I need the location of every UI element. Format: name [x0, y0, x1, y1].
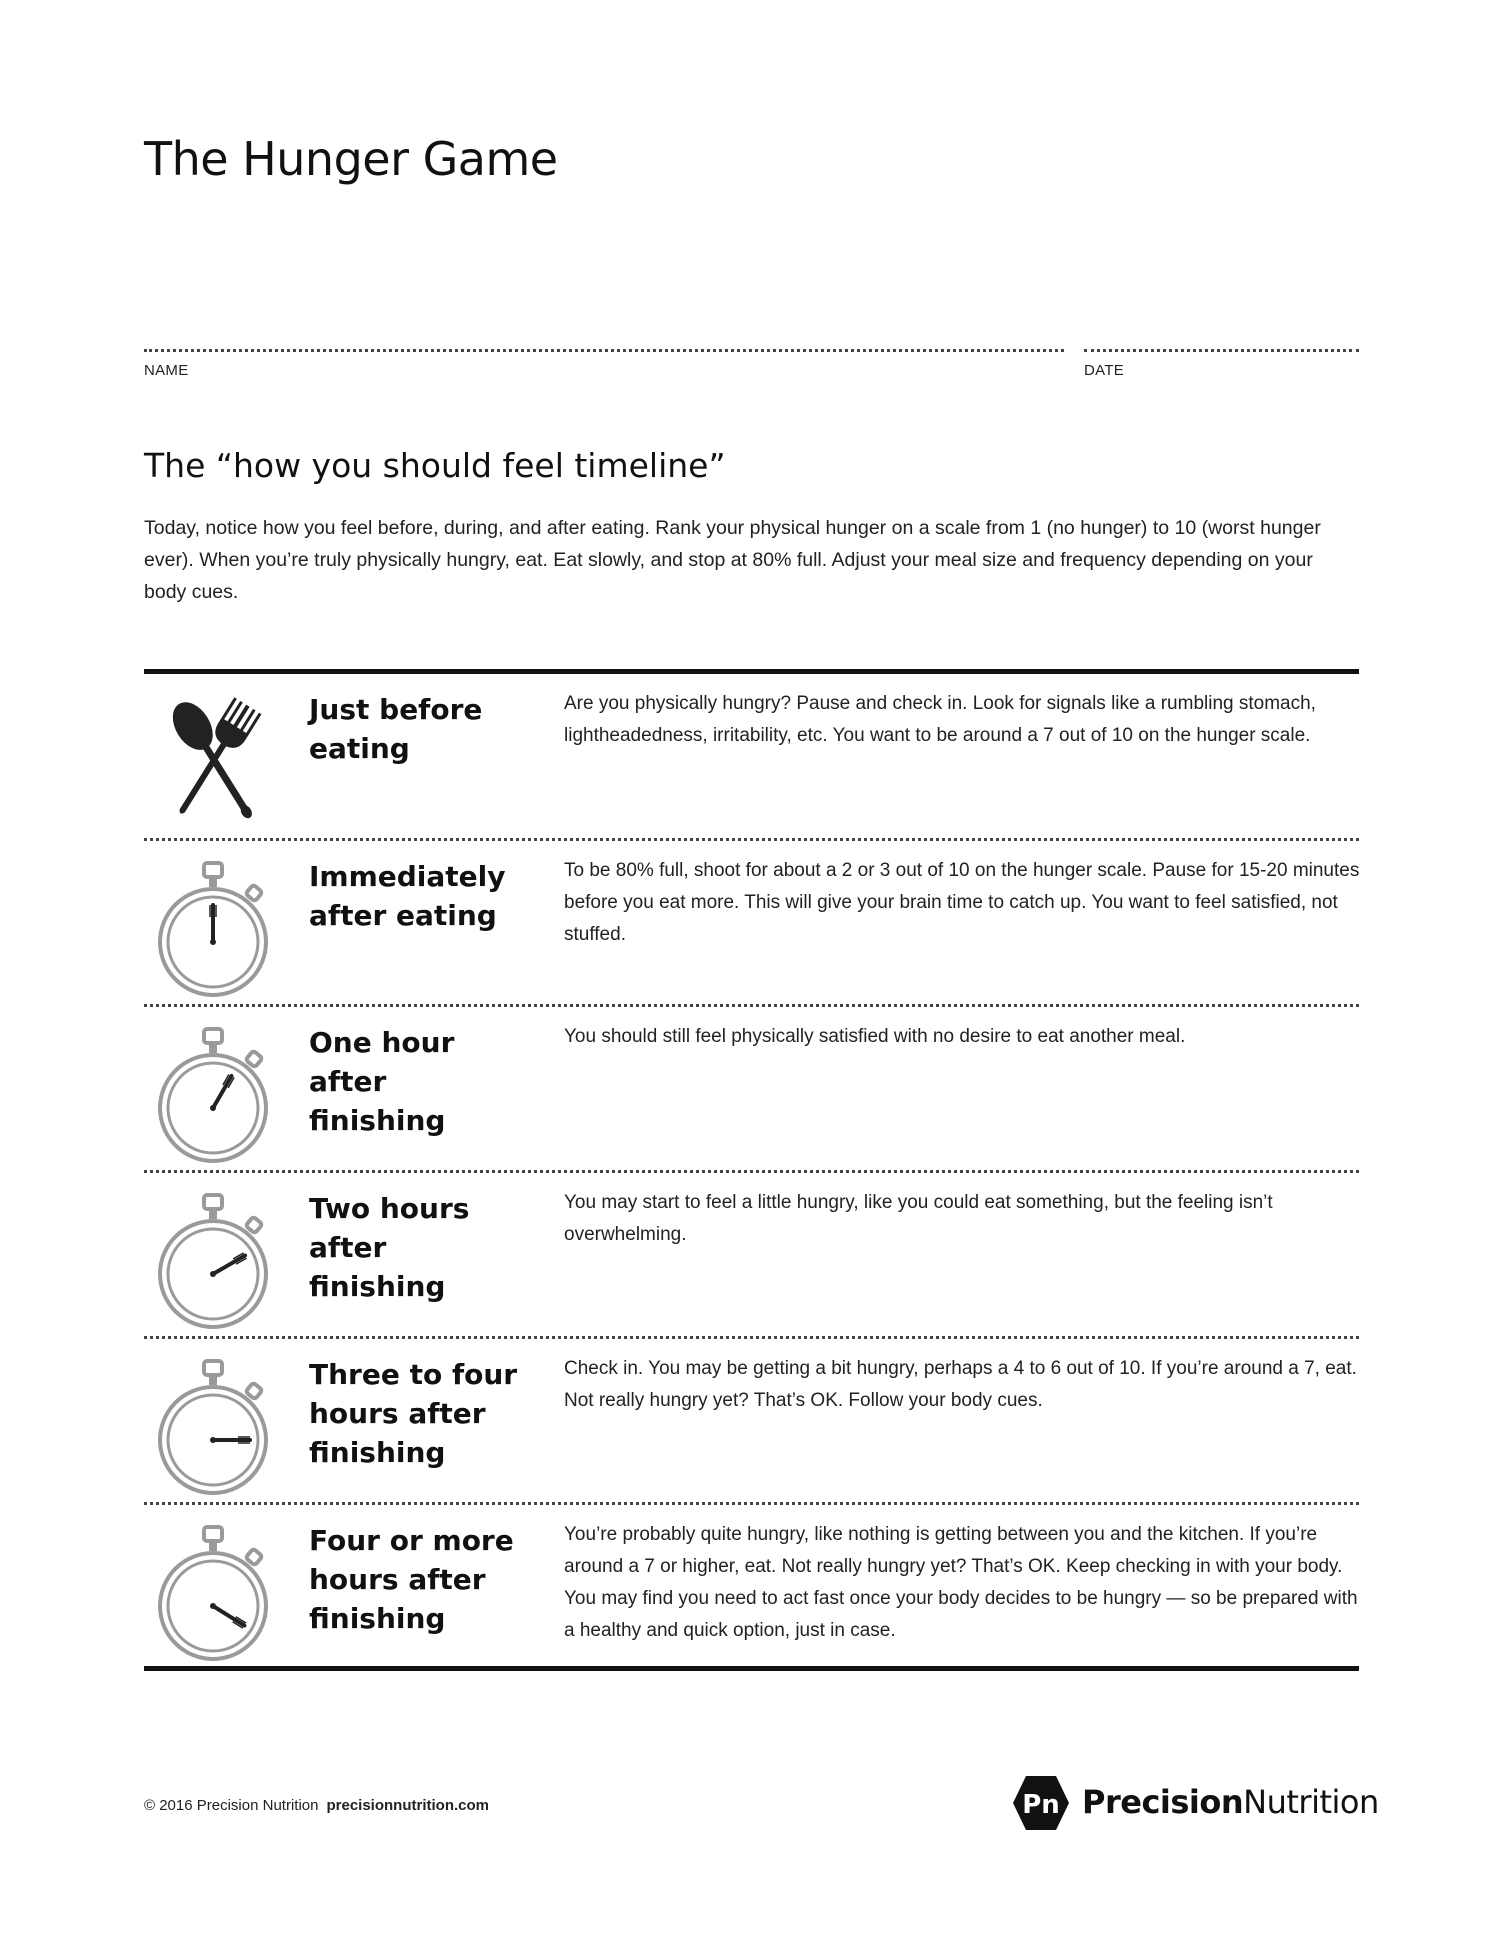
- brand-badge-text: Pn: [1022, 1790, 1060, 1820]
- row-title: Two hours after finishing: [309, 1192, 470, 1303]
- row-description: Are you physically hungry? Pause and check in. Look for signals like a rumbling stomach, lightheadedness, irritability, etc. You want to be around a 7 out of 10 on the hunger scale.: [564, 693, 1316, 746]
- row-title: Four or more hours after finishing: [309, 1524, 514, 1635]
- page-title: The Hunger Game: [144, 132, 558, 186]
- timeline-row-immediately-after-eating: [144, 838, 1359, 1004]
- brand-word-nutrition: Nutrition: [1243, 1783, 1379, 1821]
- brand-word-precision: Precision: [1082, 1783, 1244, 1821]
- date-field-label: DATE: [1084, 362, 1125, 379]
- stopwatch-icon: [154, 857, 274, 997]
- timeline-row-three-to-four-hours-after: [144, 1336, 1359, 1502]
- timeline-row-two-hours-after: [144, 1170, 1359, 1336]
- footer-copyright: [144, 1797, 489, 1814]
- brand-logo: [1012, 1774, 1379, 1834]
- row-description: You should still feel physically satisfied with no desire to eat another meal.: [564, 1026, 1186, 1047]
- section-heading: The “how you should feel timeline”: [144, 446, 726, 485]
- row-description: You may start to feel a little hungry, like you could eat something, but the feeling isn’t overwhelming.: [564, 1192, 1273, 1245]
- row-title: Just before eating: [309, 693, 483, 765]
- row-title: Three to four hours after finishing: [309, 1358, 518, 1469]
- timeline-row-one-hour-after: [144, 1004, 1359, 1170]
- stopwatch-icon: [154, 1023, 274, 1163]
- name-field-line[interactable]: [144, 349, 1064, 352]
- row-description: You’re probably quite hungry, like nothing is getting between you and the kitchen. If you’re around a 7 or higher, eat. Not really hungry yet? That’s OK. Keep checking in with your body. You may find you need to act fast once your body decides to be hungry — so be prepared with a healthy and quick option, just in case.: [564, 1524, 1358, 1641]
- intro-paragraph: Today, notice how you feel before, during, and after eating. Rank your physical hunger on a scale from 1 (no hunger) to 10 (worst hunger ever). When you’re truly physically hungry, eat. Eat slowly, and stop at 80% full. Adjust your meal size and frequency depending on your body cues.: [144, 517, 1321, 603]
- timeline-row-four-or-more-hours-after: [144, 1502, 1359, 1668]
- timeline-row-just-before-eating: [144, 674, 1359, 840]
- brand-name: [1082, 1783, 1379, 1821]
- pn-badge-icon: [1012, 1774, 1070, 1832]
- name-field-label: NAME: [144, 362, 189, 379]
- row-title: One hour after finishing: [309, 1026, 455, 1137]
- row-description: To be 80% full, shoot for about a 2 or 3 out of 10 on the hunger scale. Pause for 15-20 minutes before you eat more. This will give your brain time to catch up. You want to feel satisfied, not stuffed.: [564, 860, 1360, 945]
- row-description: Check in. You may be getting a bit hungry, perhaps a 4 to 6 out of 10. If you’re around a 7, eat. Not really hungry yet? That’s OK. Follow your body cues.: [564, 1358, 1357, 1411]
- stopwatch-icon: [154, 1189, 274, 1329]
- spoon-fork-icon: [154, 690, 274, 830]
- row-title: Immediately after eating: [309, 860, 506, 932]
- timeline-bottom-rule: [144, 1666, 1359, 1671]
- date-field-line[interactable]: [1084, 349, 1359, 352]
- footer-url-link[interactable]: precisionnutrition.com: [326, 1797, 489, 1814]
- copyright-text: © 2016 Precision Nutrition: [144, 1797, 319, 1814]
- stopwatch-icon: [154, 1521, 274, 1661]
- stopwatch-icon: [154, 1355, 274, 1495]
